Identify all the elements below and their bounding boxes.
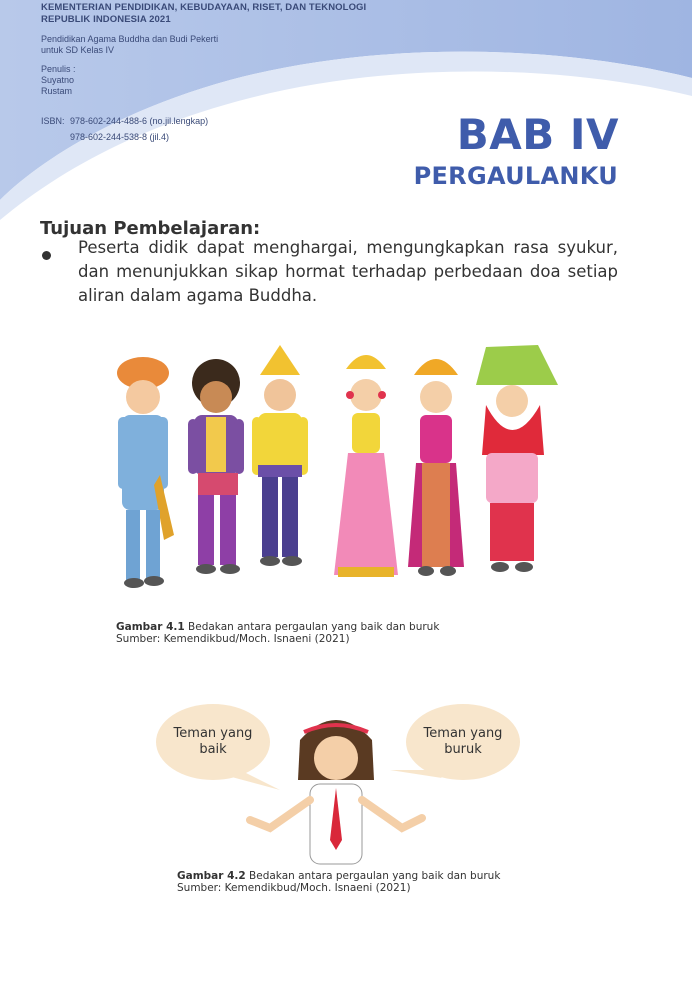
figure-4-1-source: Sumber: Kemendikbud/Moch. Isnaeni (2021) — [116, 633, 350, 645]
chapter-number: BAB IV — [456, 110, 619, 159]
figure-4-2-label: Gambar 4.2 — [177, 870, 246, 882]
figure-4-2-caption — [177, 870, 500, 894]
child-figure — [476, 345, 558, 572]
book-info — [41, 34, 218, 56]
author-label: Penulis : — [41, 64, 76, 74]
bullet-icon — [42, 251, 51, 260]
girl-figure — [250, 720, 422, 864]
speech-bubble-left-text: Teman yang baik — [173, 726, 253, 757]
book-title: Pendidikan Agama Buddha dan Budi Pekerti — [41, 34, 219, 44]
ministry-header — [41, 2, 366, 25]
speech-bubble-right-text: Teman yang buruk — [423, 726, 503, 757]
figure-4-1-caption-text: Bedakan antara pergaulan yang baik dan buruk — [188, 621, 440, 633]
isbn-label: ISBN: — [41, 116, 65, 126]
learning-goal-item: Peserta didik dapat menghargai, mengungkapkan rasa syukur, dan menunjukkan sikap hormat terhadap perbedaan doa setiap aliran dalam agama Buddha. — [78, 238, 618, 305]
child-figure — [117, 357, 174, 588]
child-figure — [188, 359, 244, 574]
author-1: Suyatno — [41, 75, 75, 85]
child-figure — [408, 359, 464, 576]
child-figure — [334, 355, 398, 577]
traditional-costume-children-illustration — [108, 335, 568, 610]
speech-bubbles-illustration — [150, 700, 530, 865]
ministry-line-1: KEMENTERIAN PENDIDIKAN, KEBUDAYAAN, RISET, DAN TEKNOLOGI — [41, 2, 367, 13]
author-2: Rustam — [41, 86, 73, 96]
book-class: untuk SD Kelas IV — [41, 45, 115, 55]
learning-goals-heading: Tujuan Pembelajaran: — [40, 218, 261, 239]
figure-4-2-source: Sumber: Kemendikbud/Moch. Isnaeni (2021) — [177, 882, 411, 894]
authors — [41, 64, 76, 97]
figure-4-1-label: Gambar 4.1 — [116, 621, 185, 633]
figure-4-1-caption — [116, 621, 439, 645]
chapter-title: PERGAULANKU — [413, 162, 618, 190]
isbn-1: 978-602-244-488-6 (no.jil.lengkap) — [70, 116, 209, 126]
ministry-line-2: REPUBLIK INDONESIA 2021 — [41, 13, 171, 25]
isbn-2: 978-602-244-538-8 (jil.4) — [70, 132, 170, 142]
figure-4-2-caption-text: Bedakan antara pergaulan yang baik dan buruk — [249, 870, 501, 882]
isbn-block — [41, 113, 208, 145]
child-figure — [252, 345, 308, 566]
